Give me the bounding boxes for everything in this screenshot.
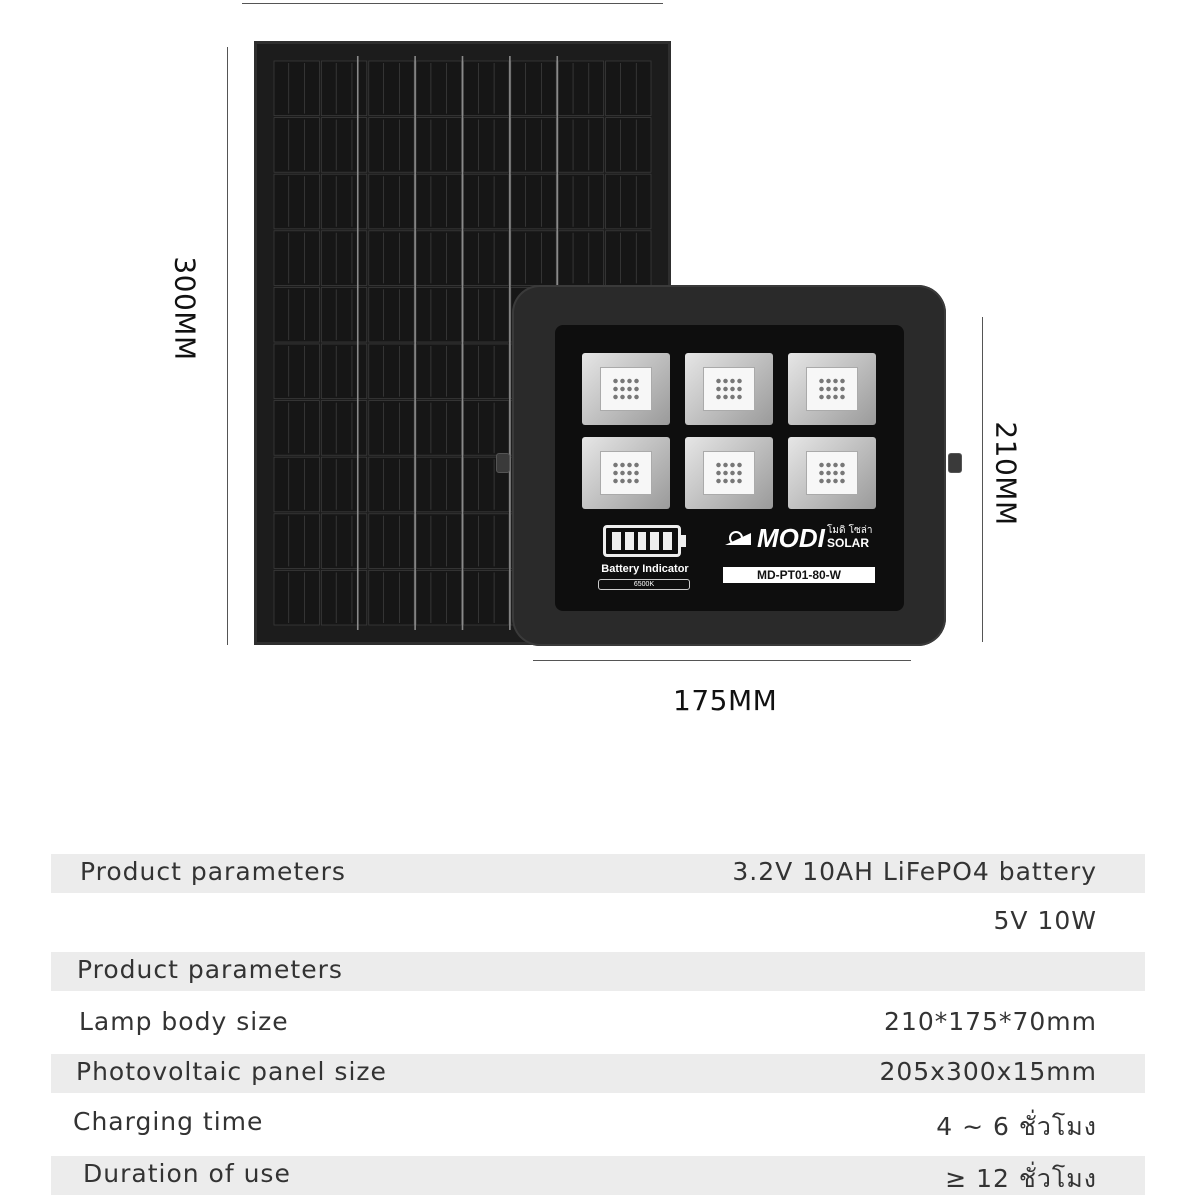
brand-thai: โมดิ โซล่า [827,525,873,536]
led-module [582,353,670,425]
lamp-bolt-left [496,453,510,473]
spec-key: Product parameters [80,857,346,886]
solar-cell [321,231,366,286]
solar-cell [511,61,556,116]
solar-cell [416,61,461,116]
table-row [51,952,1145,991]
lamp-width-label: 175MM [673,684,778,717]
solar-cell [274,401,319,456]
solar-cell [369,514,414,569]
solar-cell [274,287,319,342]
solar-cell [416,174,461,229]
led-module-grid [582,353,876,509]
color-temp-badge: 6500K [598,579,690,590]
solar-cell [606,174,651,229]
solar-cell [369,457,414,512]
solar-cell [321,457,366,512]
spec-value: 4 ~ 6 ชั่วโมง [936,1112,1097,1141]
solar-cell [606,118,651,173]
spec-value: 205x300x15mm [879,1057,1097,1086]
solar-cell [416,570,461,625]
solar-cell [274,514,319,569]
solar-cell [416,344,461,399]
solar-cell [416,457,461,512]
spec-key: Lamp body size [79,1007,289,1036]
solar-cell [321,287,366,342]
spec-value: 3.2V 10AH LiFePO4 battery [732,857,1097,886]
solar-cell [511,174,556,229]
table-row [51,903,1145,942]
solar-cell [606,61,651,116]
solar-cell [558,174,603,229]
solar-cell [321,61,366,116]
lamp-bolt-right [948,453,962,473]
solar-cell [464,287,509,342]
solar-cell [464,231,509,286]
lamp-height-line [982,317,983,642]
solar-cell [274,570,319,625]
solar-cell [511,231,556,286]
solar-cell [606,231,651,286]
solar-cell [369,118,414,173]
solar-cell [369,570,414,625]
solar-cell [369,287,414,342]
lamp-height-label: 210MM [989,421,1023,526]
solar-cell [416,287,461,342]
solar-cell [321,514,366,569]
table-row [51,1156,1145,1195]
solar-cell [369,231,414,286]
solar-cell [558,61,603,116]
brand-name: MODI [757,523,825,553]
solar-cell [369,401,414,456]
solar-cell [464,401,509,456]
sun-logo-icon [723,525,753,551]
solar-cell [274,118,319,173]
solar-cell [321,174,366,229]
solar-cell [321,401,366,456]
spec-key: Photovoltaic panel size [76,1057,387,1086]
solar-cell [464,344,509,399]
table-row [51,1104,1145,1143]
led-module [685,437,773,509]
solar-cell [416,118,461,173]
table-row [51,1054,1145,1093]
solar-cell [464,514,509,569]
model-number: MD-PT01-80-W [723,567,875,583]
solar-cell [321,570,366,625]
solar-cell [464,174,509,229]
top-divider [242,3,663,4]
solar-cell [274,174,319,229]
solar-cell [464,570,509,625]
table-row [51,1004,1145,1043]
table-row [51,854,1145,893]
solar-cell [464,61,509,116]
brand-logo [723,523,883,555]
panel-height-label: 300MM [168,256,202,361]
spec-value: 210*175*70mm [884,1007,1097,1036]
lamp-width-line [533,660,911,661]
solar-cell [558,118,603,173]
panel-height-line [227,47,228,645]
spec-value: 5V 10W [993,906,1097,935]
brand-sub: SOLAR [827,536,869,550]
solar-cell [321,344,366,399]
solar-cell [369,61,414,116]
led-module [788,353,876,425]
led-module [582,437,670,509]
solar-cell [274,61,319,116]
solar-cell [321,118,366,173]
led-module [788,437,876,509]
solar-cell [274,457,319,512]
solar-cell [416,514,461,569]
solar-cell [369,344,414,399]
spec-value: ≥ 12 ชั่วโมง [945,1164,1097,1193]
solar-cell [274,231,319,286]
battery-indicator-icon [603,525,681,557]
solar-cell [369,174,414,229]
spec-key: Duration of use [83,1159,291,1188]
battery-tip [681,535,686,547]
lamp-face [555,325,904,611]
solar-cell [558,231,603,286]
solar-cell [511,118,556,173]
spec-key: Charging time [73,1107,264,1136]
solar-cell [274,344,319,399]
battery-indicator-label: Battery Indicator [601,563,689,575]
led-module [685,353,773,425]
solar-cell [464,118,509,173]
flood-lamp-image [512,285,946,646]
spec-key: Product parameters [77,955,343,984]
solar-cell [416,231,461,286]
solar-cell [416,401,461,456]
